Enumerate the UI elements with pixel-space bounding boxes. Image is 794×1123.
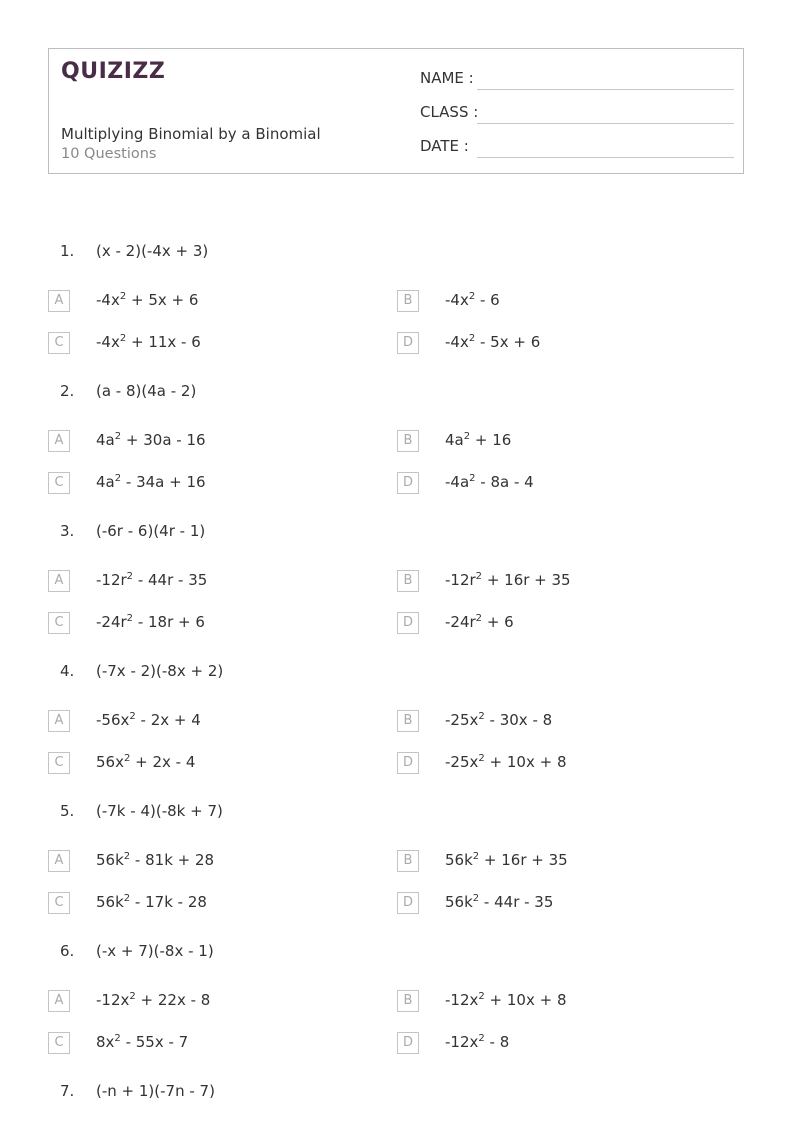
option-rest: - 17k - 28 (130, 893, 207, 911)
option-exponent: 2 (114, 1033, 121, 1044)
option-exponent: 2 (468, 333, 476, 344)
option-text (96, 1033, 188, 1051)
date-line[interactable] (477, 157, 734, 158)
option-letter-box[interactable]: A (48, 570, 70, 592)
class-label: CLASS : (420, 103, 479, 121)
class-field[interactable] (420, 103, 734, 125)
option-rest: - 2x + 4 (135, 711, 201, 729)
option-exponent: 2 (119, 291, 127, 302)
option-text (96, 333, 201, 351)
date-label: DATE : (420, 137, 469, 155)
question-number: 4. (60, 662, 75, 680)
option-term: -12r (445, 571, 476, 589)
option-rest: + 2x - 4 (130, 753, 196, 771)
option-exponent: 2 (475, 571, 483, 582)
option-term: 56k (445, 893, 473, 911)
option-rest: + 10x + 8 (484, 753, 567, 771)
option-rest: - 8 (484, 1033, 510, 1051)
class-line[interactable] (477, 123, 734, 124)
option-term: -24r (445, 613, 476, 631)
option-exponent: 2 (123, 893, 131, 904)
answer-option-b[interactable] (397, 710, 717, 734)
option-text (96, 851, 214, 869)
option-rest: - 6 (475, 291, 500, 309)
question (0, 942, 794, 970)
option-exponent: 2 (114, 431, 122, 442)
answer-option-d[interactable] (397, 1032, 717, 1056)
option-exponent: 2 (472, 851, 480, 862)
option-term: -25x (445, 711, 479, 729)
option-term: 56x (96, 753, 124, 771)
answer-option-b[interactable] (397, 990, 717, 1014)
question (0, 662, 794, 690)
option-exponent: 2 (478, 1033, 485, 1044)
question (0, 1082, 794, 1110)
option-letter-box[interactable]: C (48, 892, 70, 914)
date-field[interactable] (420, 137, 734, 159)
option-text (445, 753, 566, 771)
option-letter-box[interactable]: D (397, 1032, 419, 1054)
option-term: 4a (96, 431, 115, 449)
option-letter-box[interactable]: B (397, 430, 419, 452)
option-text (96, 431, 206, 449)
option-exponent: 2 (478, 711, 485, 722)
option-letter-box[interactable]: B (397, 290, 419, 312)
answer-option-c[interactable] (48, 892, 368, 916)
option-rest: + 16r + 35 (482, 571, 571, 589)
option-text (445, 851, 568, 869)
name-label: NAME : (420, 69, 474, 87)
option-term: 56k (96, 851, 124, 869)
option-term: -12x (445, 1033, 479, 1051)
option-text (96, 613, 205, 631)
question (0, 382, 794, 410)
option-term: -4x (445, 291, 469, 309)
worksheet-header (48, 48, 744, 174)
option-text (445, 1033, 509, 1051)
option-letter-box[interactable]: D (397, 332, 419, 354)
option-letter-box[interactable]: C (48, 1032, 70, 1054)
option-exponent: 2 (123, 851, 131, 862)
option-term: -4x (445, 333, 469, 351)
question-number: 6. (60, 942, 75, 960)
option-exponent: 2 (468, 291, 476, 302)
option-rest: - 8a - 4 (475, 473, 534, 491)
option-rest: - 44r - 35 (133, 571, 208, 589)
option-letter-box[interactable]: C (48, 752, 70, 774)
option-text (445, 893, 553, 911)
question-text: (-7x - 2)(-8x + 2) (96, 662, 224, 680)
option-letter-box[interactable]: B (397, 990, 419, 1012)
answer-option-a[interactable] (48, 290, 368, 314)
option-exponent: 2 (119, 333, 127, 344)
option-letter-box[interactable]: B (397, 570, 419, 592)
option-term: 8x (96, 1033, 115, 1051)
question-number: 1. (60, 242, 75, 260)
answer-option-b[interactable] (397, 570, 717, 594)
option-letter-box[interactable]: A (48, 290, 70, 312)
option-rest: - 30x - 8 (484, 711, 553, 729)
option-rest: - 55x - 7 (120, 1033, 189, 1051)
option-rest: + 16 (470, 431, 512, 449)
question (0, 802, 794, 830)
answer-option-c[interactable] (48, 472, 368, 496)
answer-option-c[interactable] (48, 752, 368, 776)
option-term: -56x (96, 711, 130, 729)
option-text (96, 753, 195, 771)
option-exponent: 2 (463, 431, 471, 442)
option-exponent: 2 (123, 753, 131, 764)
option-term: -12r (96, 571, 127, 589)
option-text (445, 291, 500, 309)
option-text (96, 571, 207, 589)
option-exponent: 2 (478, 753, 485, 764)
answer-option-a[interactable] (48, 990, 368, 1014)
option-letter-box[interactable]: D (397, 752, 419, 774)
option-letter-box[interactable]: C (48, 612, 70, 634)
option-term: 4a (445, 431, 464, 449)
question-number: 3. (60, 522, 75, 540)
option-text (96, 893, 207, 911)
option-rest: + 16r + 35 (479, 851, 568, 869)
question (0, 522, 794, 550)
option-rest: + 10x + 8 (484, 991, 567, 1009)
answer-option-c[interactable] (48, 612, 368, 636)
answer-option-a[interactable] (48, 430, 368, 454)
option-term: -24r (96, 613, 127, 631)
option-exponent: 2 (478, 991, 485, 1002)
option-text (445, 333, 540, 351)
question-text: (a - 8)(4a - 2) (96, 382, 197, 400)
option-rest: + 22x - 8 (135, 991, 211, 1009)
answer-option-c[interactable] (48, 1032, 368, 1056)
question-number: 2. (60, 382, 75, 400)
option-exponent: 2 (129, 711, 136, 722)
option-rest: - 18r + 6 (133, 613, 205, 631)
option-letter-box[interactable]: A (48, 850, 70, 872)
question (0, 242, 794, 270)
answer-option-b[interactable] (397, 430, 717, 454)
option-term: 56k (445, 851, 473, 869)
option-letter-box[interactable]: C (48, 332, 70, 354)
question-text: (-x + 7)(-8x - 1) (96, 942, 214, 960)
option-text (96, 473, 206, 491)
worksheet-title: Multiplying Binomial by a Binomial (61, 125, 321, 143)
name-line[interactable] (477, 89, 734, 90)
option-term: 56k (96, 893, 124, 911)
answer-option-a[interactable] (48, 850, 368, 874)
question-count: 10 Questions (61, 146, 157, 162)
option-text (445, 473, 534, 491)
option-text (445, 613, 514, 631)
name-field[interactable] (420, 69, 734, 91)
answer-option-d[interactable] (397, 752, 717, 776)
option-exponent: 2 (126, 571, 134, 582)
option-letter-box[interactable]: A (48, 990, 70, 1012)
option-term: -12x (96, 991, 130, 1009)
option-rest: - 5x + 6 (475, 333, 541, 351)
option-letter-box[interactable]: D (397, 472, 419, 494)
option-exponent: 2 (469, 473, 476, 484)
option-term: -25x (445, 753, 479, 771)
option-letter-box[interactable]: D (397, 892, 419, 914)
option-rest: + 6 (482, 613, 514, 631)
option-text (96, 711, 201, 729)
option-rest: - 34a + 16 (121, 473, 206, 491)
answer-option-d[interactable] (397, 612, 717, 636)
option-exponent: 2 (472, 893, 480, 904)
quizizz-logo: QUIZIZZ (61, 59, 166, 84)
question-text: (x - 2)(-4x + 3) (96, 242, 209, 260)
option-rest: - 44r - 35 (479, 893, 554, 911)
option-exponent: 2 (126, 613, 134, 624)
option-letter-box[interactable]: D (397, 612, 419, 634)
question-text: (-7k - 4)(-8k + 7) (96, 802, 223, 820)
option-term: -12x (445, 991, 479, 1009)
answer-option-d[interactable] (397, 892, 717, 916)
option-term: -4x (96, 333, 120, 351)
option-exponent: 2 (475, 613, 483, 624)
question-number: 5. (60, 802, 75, 820)
option-text (96, 291, 198, 309)
option-exponent: 2 (129, 991, 136, 1002)
option-letter-box[interactable]: B (397, 850, 419, 872)
answer-option-d[interactable] (397, 472, 717, 496)
question-number: 7. (60, 1082, 75, 1100)
answer-option-b[interactable] (397, 290, 717, 314)
option-text (445, 571, 571, 589)
option-letter-box[interactable]: A (48, 710, 70, 732)
answer-option-c[interactable] (48, 332, 368, 356)
question-text: (-n + 1)(-7n - 7) (96, 1082, 215, 1100)
question-text: (-6r - 6)(4r - 1) (96, 522, 206, 540)
answer-option-a[interactable] (48, 710, 368, 734)
option-text (96, 991, 210, 1009)
option-rest: + 11x - 6 (126, 333, 201, 351)
option-term: 4a (96, 473, 115, 491)
answer-option-a[interactable] (48, 570, 368, 594)
option-rest: + 30a - 16 (121, 431, 206, 449)
option-text (445, 991, 566, 1009)
answer-option-d[interactable] (397, 332, 717, 356)
option-rest: + 5x + 6 (126, 291, 199, 309)
option-rest: - 81k + 28 (130, 851, 215, 869)
option-text (445, 431, 511, 449)
option-term: -4x (96, 291, 120, 309)
option-letter-box[interactable]: A (48, 430, 70, 452)
option-letter-box[interactable]: B (397, 710, 419, 732)
option-term: -4a (445, 473, 470, 491)
option-exponent: 2 (114, 473, 122, 484)
option-text (445, 711, 552, 729)
option-letter-box[interactable]: C (48, 472, 70, 494)
answer-option-b[interactable] (397, 850, 717, 874)
